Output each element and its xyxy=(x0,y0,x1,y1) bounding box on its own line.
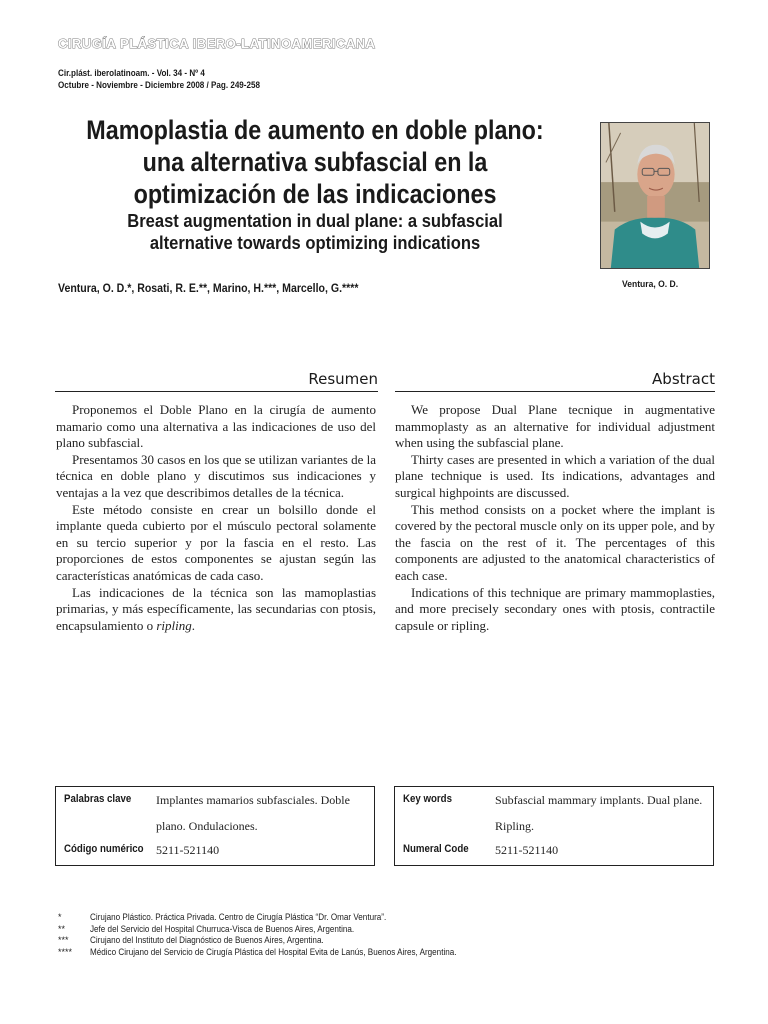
citation xyxy=(58,68,260,92)
title-english-line-1: Breast augmentation in dual plane: a subfascial xyxy=(127,211,503,231)
resumen-paragraph: Este método consiste en crear un bolsillo donde el implante queda cubierto por el músculo pectoral solamente en su tercio superior y por la fascia en el resto. Las proporciones de estos componentes se ajustan según las características anatómicas de cada caso. xyxy=(56,501,376,583)
footnotes xyxy=(58,912,578,958)
citation-volume: Cir.plást. iberolatinoam. - Vol. 34 - Nº 4 xyxy=(58,68,205,79)
keywords-value: Subfascial mammary implants. Dual plane. Ripling. xyxy=(495,793,703,833)
journal-name: CIRUGÍA PLÁSTICA IBERO-LATINOAMERICANA xyxy=(58,36,376,51)
title-spanish-line-3: optimización de las indicaciones xyxy=(133,179,497,209)
keywords-value: Implantes mamarios subfasciales. Doble plano. Ondulaciones. xyxy=(156,793,350,833)
footnote-text: Jefe del Servicio del Hospital Churruca-Visca de Buenos Aires, Argentina. xyxy=(90,923,355,934)
author-photo xyxy=(600,122,710,269)
abstract-paragraph: We propose Dual Plane tecnique in augmentative mammoplasty as an alternative for individual adjustment when using the subfascial plane. xyxy=(395,402,715,451)
keywords-box-english xyxy=(394,786,714,866)
code-label: Código numérico xyxy=(64,843,144,855)
resumen-heading: Resumen xyxy=(55,370,378,392)
abstract-body xyxy=(395,402,715,634)
resumen-p4-italic: ripling xyxy=(156,617,192,633)
resumen-paragraph: Presentamos 30 casos en los que se utilizan variantes de la técnica en doble plano y discutimos sus indicaciones y ventajas a la vez que describimos detalles de la técnica. xyxy=(56,451,376,500)
footnote-text: Cirujano del Instituto del Diagnóstico de Buenos Aires, Argentina. xyxy=(90,935,324,946)
footnote-mark: ** xyxy=(58,923,66,934)
abstract-paragraph: Indications of this technique are primary mammoplasties, and more precisely secondary ones with ptosis, contractile capsule or ripling. xyxy=(395,584,715,633)
abstract-heading: Abstract xyxy=(395,370,715,392)
footnote xyxy=(58,935,578,947)
title-english-line-2: alternative towards optimizing indications xyxy=(149,233,481,253)
code-value: 5211-521140 xyxy=(495,843,559,857)
author-list: Ventura, O. D.*, Rosati, R. E.**, Marino, H.***, Marcello, G.**** xyxy=(58,281,359,295)
footnote-mark: * xyxy=(58,912,62,922)
abstract-paragraph: This method consists on a pocket where the implant is covered by the pectoral muscle only on its upper pole, and by the fascia on the rest of it. The percentages of this components are adjusted to the anatomical characteristics of each case. xyxy=(395,501,715,583)
keywords-label: Palabras clave xyxy=(64,793,132,805)
abstract-paragraph: Thirty cases are presented in which a variation of the dual plane technique is used. Its indications, advantages and surgical highpoints are discussed. xyxy=(395,451,715,500)
title-spanish-line-2: una alternativa subfascial en la xyxy=(142,147,488,177)
author-portrait-illustration xyxy=(601,123,709,268)
footnote xyxy=(58,947,578,959)
resumen-paragraph xyxy=(56,585,376,635)
footnote xyxy=(58,912,578,924)
citation-date-pages: Octubre - Noviembre - Diciembre 2008 / Pag. 249-258 xyxy=(58,80,260,91)
footnote-text: Cirujano Plástico. Práctica Privada. Centro de Cirugía Plástica “Dr. Omar Ventura”. xyxy=(90,912,387,922)
footnote-mark: *** xyxy=(58,935,69,946)
article-title xyxy=(40,114,590,254)
keywords-label: Key words xyxy=(403,793,452,805)
photo-caption: Ventura, O. D. xyxy=(622,279,679,290)
resumen-p4-text: Las indicaciones de la técnica son las mamoplastias primarias, y más específicamente, las secundarias con ptosis, encapsulamiento o xyxy=(56,584,376,633)
footnote-mark: **** xyxy=(58,946,73,957)
resumen-body xyxy=(56,402,376,634)
footnote-text: Médico Cirujano del Servicio de Cirugía Plástica del Hospital Evita de Lanús, Buenos Aires, Argentina. xyxy=(90,946,457,957)
code-value: 5211-521140 xyxy=(156,843,220,857)
resumen-paragraph: Proponemos el Doble Plano en la cirugía de aumento mamario como una alternativa a las indicaciones de uso del plano subfascial. xyxy=(56,402,376,451)
keywords-box-spanish xyxy=(55,786,375,866)
code-label: Numeral Code xyxy=(403,843,469,855)
resumen-p4-end: . xyxy=(191,617,196,633)
footnote xyxy=(58,924,578,936)
title-spanish-line-1: Mamoplastia de aumento en doble plano: xyxy=(86,115,544,145)
